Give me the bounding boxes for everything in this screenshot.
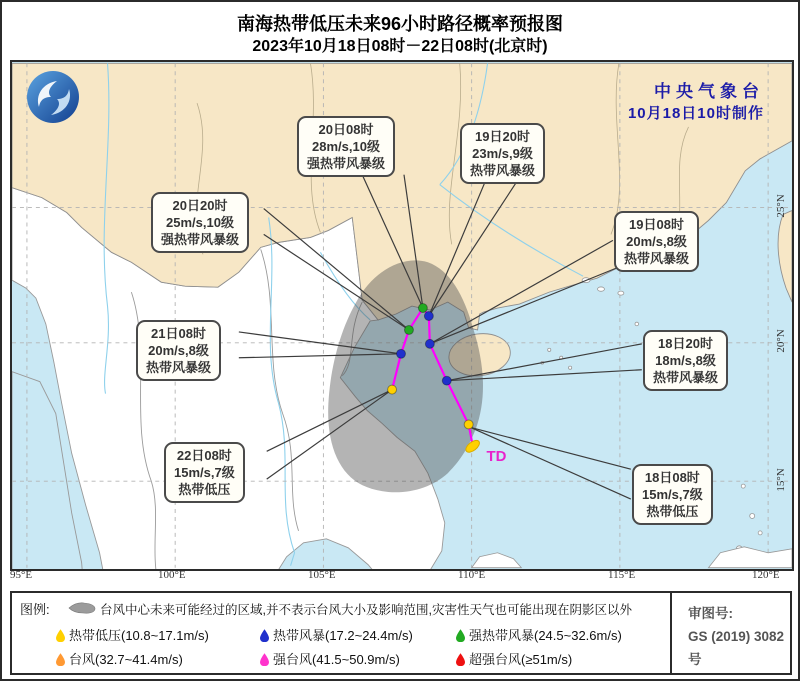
- box-wind: 15m/s,7级: [642, 487, 703, 503]
- legend-title: 图例:: [20, 602, 50, 617]
- ts-dot-icon: [260, 629, 269, 642]
- cone-legend-icon: [68, 601, 96, 615]
- track-point-19d08h: [425, 339, 434, 348]
- box-time: 21日08时: [151, 326, 206, 341]
- box-wind: 18m/s,8级: [655, 353, 716, 369]
- label-box-19d20h: [460, 123, 545, 184]
- box-wind: 28m/s,10级: [312, 139, 380, 155]
- approval-number: GS (2019) 3082号: [688, 628, 785, 667]
- legend-box: [10, 591, 792, 675]
- box-time: 20日08时: [318, 122, 374, 137]
- legend-item-sty: 强台风(41.5~50.9m/s): [260, 649, 400, 668]
- label-box-21d08h: [136, 320, 221, 381]
- legend-item-ts: 热带风暴(17.2~24.4m/s): [260, 625, 413, 644]
- box-category: 热带风暴级: [653, 370, 719, 386]
- box-time: 19日20时: [475, 129, 530, 144]
- label-box-20d08h: [297, 116, 395, 177]
- legend-item-superty: 超强台风(≥51m/s): [456, 649, 572, 668]
- box-category: 强热带风暴级: [161, 232, 240, 248]
- lon-label-100e: 100°E: [158, 569, 186, 581]
- sts-dot-icon: [456, 629, 465, 642]
- agency-name: 中央气象台: [654, 82, 764, 101]
- lon-label-95e: 95°E: [10, 569, 33, 581]
- box-category: 热带风暴级: [470, 163, 536, 179]
- box-wind: 23m/s,9级: [472, 146, 533, 162]
- box-wind: 20m/s,8级: [148, 343, 209, 359]
- td-dot-icon: [56, 629, 65, 642]
- box-time: 19日08时: [629, 217, 684, 232]
- product-time: 10月18日10时制作: [627, 105, 764, 122]
- lon-label-120e: 120°E: [752, 569, 780, 581]
- track-point-18d20h: [442, 376, 451, 385]
- approval-block: [688, 603, 790, 672]
- box-category: 热带低压: [646, 504, 699, 520]
- label-box-22d08h: [164, 442, 245, 503]
- box-category: 热带风暴级: [146, 360, 212, 376]
- lat-label-20n: 20°N: [775, 329, 787, 353]
- lon-label-115e: 115°E: [608, 569, 636, 581]
- label-box-19d08h: [614, 211, 699, 272]
- td-label: TD: [486, 448, 507, 466]
- track-point-18d08h: [464, 420, 473, 429]
- sty-dot-icon: [260, 653, 269, 666]
- box-wind: 20m/s,8级: [626, 234, 687, 250]
- label-box-20d20h: [151, 192, 249, 253]
- legend-divider: [670, 593, 672, 673]
- cone-legend-text: 台风中心未来可能经过的区域,并不表示台风大小及影响范围,灾害性天气也可能出现在阴影区以外: [100, 603, 632, 617]
- box-time: 18日08时: [644, 470, 700, 485]
- box-time: 18日20时: [658, 336, 713, 351]
- page-subtitle: 2023年10月18日08时－22日08时(北京时): [252, 38, 548, 55]
- box-category: 热带低压: [178, 482, 231, 498]
- track-point-21d08h: [397, 349, 406, 358]
- lon-label-105e: 105°E: [308, 569, 336, 581]
- track-point-22d08h: [388, 385, 397, 394]
- box-category: 强热带风暴级: [307, 156, 386, 172]
- lon-label-110e: 110°E: [458, 569, 486, 581]
- track-point-19d20h: [424, 312, 433, 321]
- page-title: 南海热带低压未来96小时路径概率预报图: [236, 14, 564, 34]
- agency-attribution: [628, 77, 764, 123]
- box-time: 22日08时: [176, 448, 232, 463]
- label-box-18d08h: [632, 464, 713, 525]
- superty-dot-icon: [456, 653, 465, 666]
- lat-label-15n: 15°N: [775, 468, 787, 492]
- legend-item-sts: 强热带风暴(24.5~32.6m/s): [456, 625, 622, 644]
- track-point-20d08h: [418, 304, 427, 313]
- box-category: 热带风暴级: [624, 251, 690, 267]
- legend-item-ty: 台风(32.7~41.4m/s): [56, 649, 183, 668]
- legend-item-td: 热带低压(10.8~17.1m/s): [56, 625, 209, 644]
- lat-label-25n: 25°N: [775, 194, 787, 218]
- track-point-20d20h: [404, 325, 413, 334]
- box-time: 20日20时: [172, 198, 228, 213]
- cma-logo-icon: [24, 68, 82, 126]
- box-wind: 15m/s,7级: [174, 465, 235, 481]
- ty-dot-icon: [56, 653, 65, 666]
- label-box-18d20h: [643, 330, 728, 391]
- box-wind: 25m/s,10级: [166, 215, 234, 231]
- approval-label: 审图号:: [688, 606, 733, 621]
